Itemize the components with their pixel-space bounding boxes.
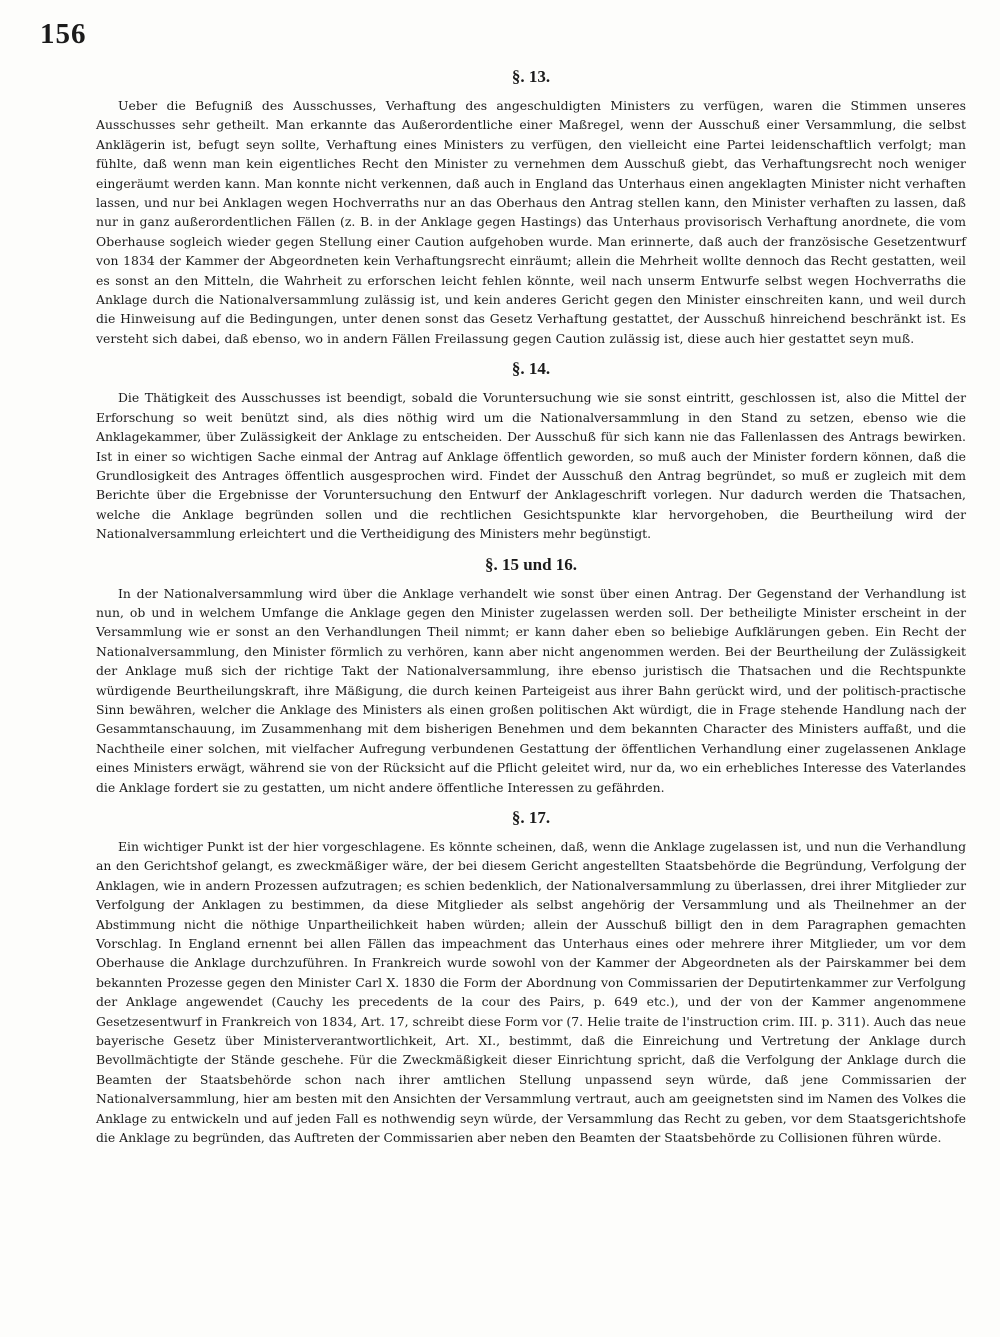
page-number: 156	[40, 18, 87, 50]
section-15-16	[96, 554, 966, 797]
section-13	[96, 66, 966, 348]
section-17	[96, 807, 966, 1148]
section-paragraph: Ueber die Befugniß des Ausschusses, Verhaftung des angeschuldigten Ministers zu verfügen, waren die Stimmen unseres Ausschusses sehr getheilt. Man erkannte das Außerordentliche einer Maßregel, wenn der Ausschuß einer Versammlung, die selbst Anklägerin ist, befugt seyn sollte, Verhaftung eines Ministers zu verfügen, den vielleicht eine Partei leidenschaftlich verfolgt; man fühlte, daß wenn man kein eigentliches Recht den Minister zu vernehmen dem Ausschuß giebt, das Verhaftungsrecht noch weniger eingeräumt werden kann. Man konnte nicht verkennen, daß auch in England das Unterhaus einen angeklagten Minister nicht verhaften lassen, und nur bei Anklagen wegen Hochverraths nur an das Oberhaus den Antrag stellen kann, den Minister verhaften zu lassen, daß nur in ganz außerordentlichen Fällen (z. B. in der Anklage gegen Hastings) das Unterhaus provisorisch Verhaftung anordnete, die vom Oberhause sogleich wieder gegen Stellung einer Caution aufgehoben wurde. Man erinnerte, daß auch der französische Gesetzentwurf von 1834 der Kammer der Abgeordneten kein Verhaftungsrecht einräumt; allein die Mehrheit wollte dennoch das Recht gestatten, weil es sonst an den Mitteln, die Wahrheit zu erforschen leicht fehlen könnte, weil nach unserm Entwurfe selbst wegen Hochverraths die Anklage durch die Nationalversammlung zulässig ist, und kein anderes Gericht gegen den Minister einschreiten kann, und weil durch die Hinweisung auf die Bedingungen, unter denen sonst das Gesetz Verhaftung gestattet, der Ausschuß hinreichend beschränkt ist. Es versteht sich dabei, daß ebenso, wo in andern Fällen Freilassung gegen Caution zulässig ist, diese auch hier gestattet seyn muß.	[96, 98, 966, 346]
section-paragraph: Die Thätigkeit des Ausschusses ist beendigt, sobald die Voruntersuchung wie sie sonst eintritt, geschlossen ist, also die Mittel der Erforschung so weit benützt sind, als dies nöthig wird um die Nationalversammlung in den Stand zu setzen, ebenso wie die Anklagekammer, über Zulässigkeit der Anklage zu entscheiden. Der Ausschuß für sich kann nie das Fallenlassen des Antrags bewirken. Ist in einer so wichtigen Sache einmal der Antrag auf Anklage öffentlich geworden, so muß auch der Minister fordern können, daß die Grundlosigkeit des Antrages öffentlich ausgesprochen wird. Findet der Ausschuß den Antrag begründet, so muß er zugleich mit dem Berichte über die Ergebnisse der Voruntersuchung den Entwurf der Anklageschrift vorlegen. Nur dadurch werden die Thatsachen, welche die Anklage begründen sollen und die rechtlichen Gesichtspunkte klar hervorgehoben, die Beurtheilung wird der Nationalversammlung erleichtert und die Vertheidigung des Ministers mehr begünstigt.	[96, 390, 966, 542]
section-heading: §. 13.	[511, 67, 551, 86]
page-content	[96, 66, 966, 1158]
section-14	[96, 358, 966, 543]
section-heading: §. 15 und 16.	[484, 554, 578, 574]
section-heading: §. 14.	[511, 359, 551, 379]
section-paragraph: In der Nationalversammlung wird über die Anklage verhandelt wie sonst über einen Antrag. Der Gegenstand der Verhandlung ist nun, ob und in welchem Umfange die Anklage gegen den Minister zugelassen werden soll. Der betheiligte Minister erscheint in der Versammlung wie er sonst an den Verhandlungen Theil nimmt; er kann daher eben so beliebige Aufklärungen geben. Ein Recht der Nationalversammlung, den Minister förmlich zu verhören, kann aber nicht angenommen werden. Bei der Beurtheilung der Zulässigkeit der Anklage muß sich der richtige Takt der Nationalversammlung, ihre ebenso juristisch die Thatsachen und die Rechtspunkte würdigende Beurtheilungskraft, ihre Mäßigung, die durch keinen Parteigeist aus ihrer Bahn gerückt wird, und der politisch-practische Sinn bewähren, welcher die Anklage des Ministers als einen großen politischen Akt würdigt, die in Frage stehende Handlung nach der Gesammtanschauung, im Zusammenhang mit dem bisherigen Benehmen und dem bekannten Character des Ministers auffaßt, und die Nachtheile einer solchen, mit vielfacher Aufregung verbundenen Gestattung der öffentlichen Verhandlung einer zugelassenen Anklage eines Ministers erwägt, während sie von der Rücksicht auf die Pflicht geleitet wird, nur da, wo ein erhebliches Interesse des Vaterlandes die Anklage fordert sie zu gestatten, um nicht andere öffentliche Interessen zu gefährden.	[96, 585, 966, 795]
section-paragraph: Ein wichtiger Punkt ist der hier vorgeschlagene. Es könnte scheinen, daß, wenn die Anklage zugelassen ist, und nun die Verhandlung an den Gerichtshof gelangt, es zweckmäßiger wäre, der bei diesem Gericht angestellten Staatsbehörde die Begründung, Verfolgung der Anklagen, wie in andern Prozessen aufzutragen; es schien bedenklich, der Nationalversammlung zu überlassen, drei ihrer Mitglieder zur Verfolgung der Anklagen zu bestimmen, da diese Mitglieder als selbst angehörig der Versammlung und als Theilnehmer an der Abstimmung nicht die nöthige Unpartheilichkeit haben würden; allein der Ausschuß billigt den in dem Paragraphen gemachten Vorschlag. In England ernennt bei allen Fällen das impeachment das Unterhaus eines oder mehrere ihrer Mitglieder, um vor dem Oberhause die Anklage durchzuführen. In Frankreich wurde sowohl von der Kammer der Abgeordneten als der Pairskammer bei dem bekannten Prozesse gegen den Minister Carl X. 1830 die Form der Abordnung von Commissarien der Deputirtenkammer zur Verfolgung der Anklage angewendet (Cauchy les precedents de la cour des Pairs, p. 649 etc.), und der von der Kammer angenommene Gesetzesentwurf in Frankreich von 1834, Art. 17, schreibt diese Form vor (7. Helie traite de l'instruction crim. III. p. 311). Auch das neue bayerische Gesetz über Ministerverantwortlichkeit, Art. XI., bestimmt, daß die Einreichung und Vertretung der Anklage durch Bevollmächtigte der Stände geschehe. Für die Zweckmäßigkeit dieser Einrichtung spricht, daß die Verfolgung der Anklage durch die Beamten der Staatsbehörde schon nach ihrer amtlichen Stellung unpassend seyn würde, daß jene Commissarien der Nationalversammlung, hier am besten mit den Ansichten der Versammlung vertraut, auch am geeignetsten sind im Namen des Volkes die Anklage zu entwickeln und auf jeden Fall es nothwendig seyn würde, der Versammlung das Recht zu geben, vor dem Staatsgerichtshofe die Anklage zu begründen, das Auftreten der Commissarien aber neben den Beamten der Staatsbehörde zu Collisionen führen würde.	[96, 839, 966, 1146]
section-heading: §. 17.	[511, 808, 551, 827]
